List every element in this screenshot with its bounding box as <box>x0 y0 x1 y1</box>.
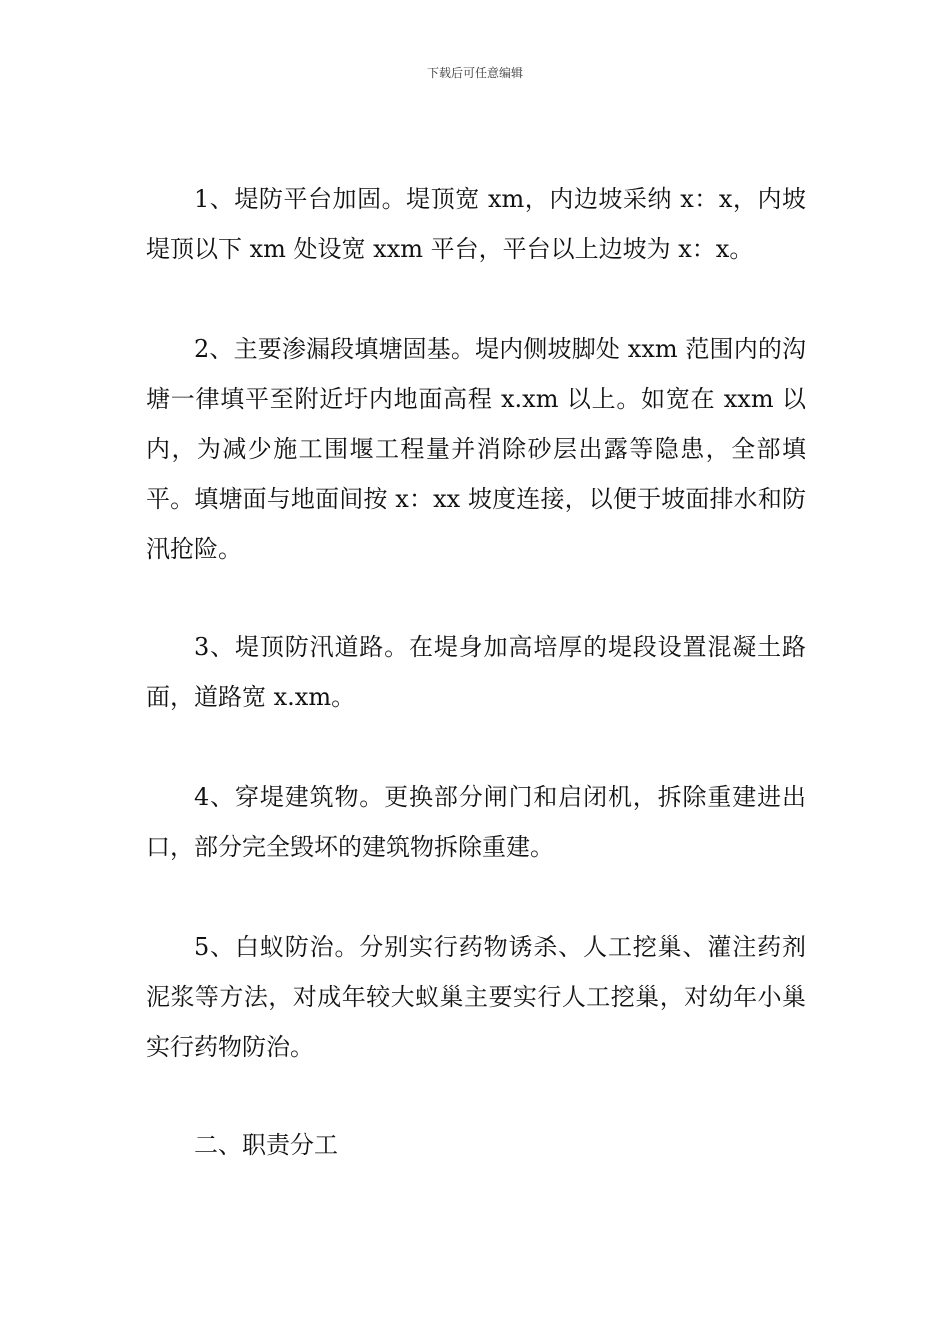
paragraph-1: 1、堤防平台加固。堤顶宽 xm，内边坡采纳 x：x，内坡堤顶以下 xm 处设宽 xxm 平台，平台以上边坡为 x：x。 <box>146 185 806 263</box>
section-heading: 二、职责分工 <box>194 1131 338 1159</box>
paragraph-5: 5、白蚁防治。分别实行药物诱杀、人工挖巢、灌注药剂泥浆等方法，对成年较大蚁巢主要实行人工挖巢，对幼年小巢实行药物防治。 <box>146 933 806 1061</box>
paragraph-2: 2、主要渗漏段填塘固基。堤内侧坡脚处 xxm 范围内的沟塘一律填平至附近圩内地面高程 x.xm 以上。如宽在 xxm 以内，为减少施工围堰工程量并消除砂层出露等隐患，全部填平。填塘面与地面间按 x：xx 坡度连接，以便于坡面排水和防汛抢险。 <box>146 335 806 563</box>
paragraph-3: 3、堤顶防汛道路。在堤身加高培厚的堤段设置混凝土路面，道路宽 x.xm。 <box>146 633 806 711</box>
page-header: 下载后可任意编辑 <box>426 66 523 80</box>
paragraph-4: 4、穿堤建筑物。更换部分闸门和启闭机，拆除重建进出口，部分完全毁坏的建筑物拆除重建。 <box>146 783 806 861</box>
